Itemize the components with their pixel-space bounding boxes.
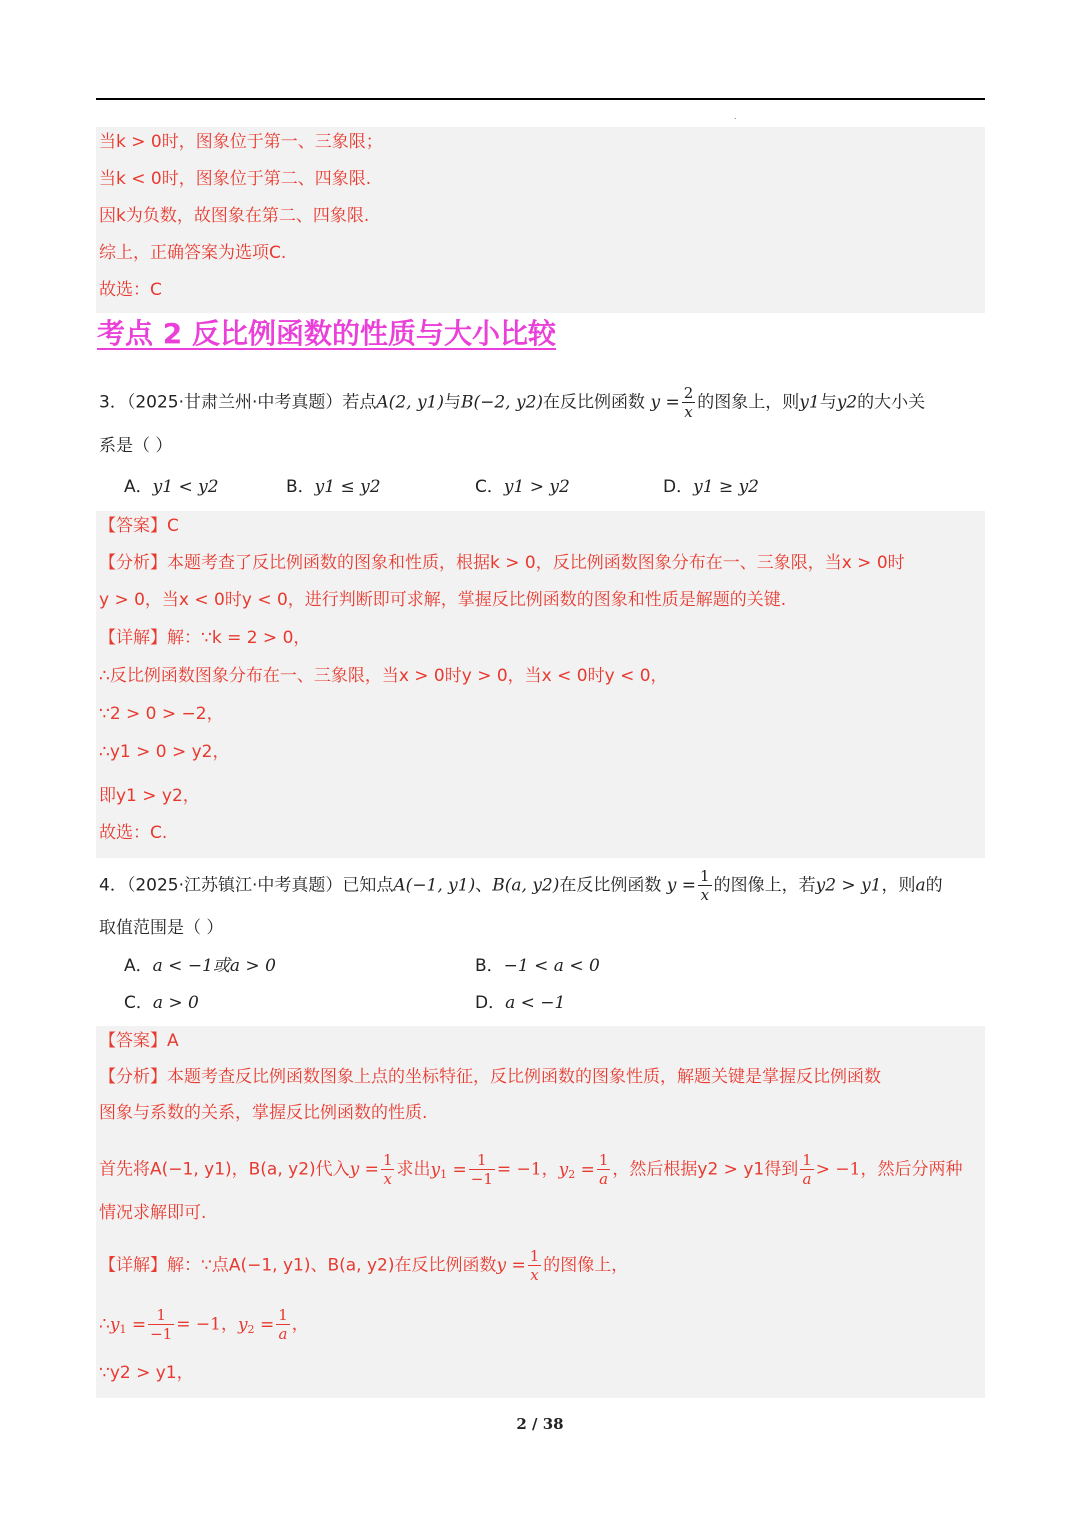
- q3-option-b[interactable]: [286, 475, 381, 499]
- q4-func-lhs: y =: [666, 875, 697, 896]
- method-text-c: ，然后根据y2 > y1得到: [612, 1159, 799, 1180]
- q3-detail-2: ∴反比例函数图象分布在一、三象限，当x > 0时y > 0，当x < 0时y < 0，: [99, 666, 668, 686]
- q4-var: a: [915, 875, 926, 896]
- option-label: D．: [475, 993, 506, 1013]
- option-label: A．: [124, 956, 153, 976]
- section-heading: 考点 2 反比例函数的性质与大小比较: [97, 317, 556, 350]
- q4-method-line-2: 情况求解即可.: [99, 1203, 207, 1223]
- q3-number: 3．: [99, 392, 127, 413]
- q4-option-d[interactable]: [475, 991, 565, 1015]
- q4-line-1: [99, 867, 943, 904]
- q4-condition: y2 > y1: [815, 875, 882, 896]
- detail-tag: 【详解】: [99, 628, 167, 648]
- q3-conj: 与: [444, 392, 461, 413]
- option-expr: a < −1或a > 0: [152, 956, 276, 976]
- q3-detail-1: [99, 626, 310, 650]
- q3-detail-3: ∵2 > 0 > −2，: [99, 704, 224, 724]
- q4-text: 已知点: [342, 875, 394, 896]
- q4-sep: 、: [475, 875, 493, 896]
- q4-analysis-1: [99, 1065, 881, 1089]
- q3-y1: y1: [799, 392, 820, 413]
- prev-line-1: 当k > 0时，图象位于第一、三象限；: [99, 132, 383, 152]
- option-label: B．: [475, 956, 504, 976]
- option-expr: y1 ≤ y2: [314, 477, 381, 497]
- header-mark: .: [734, 112, 737, 121]
- q4-frac-num: 1: [700, 867, 710, 885]
- prev-line-3: 因k为负数，故图象在第二、四象限.: [99, 206, 370, 226]
- option-expr: a < −1: [505, 993, 566, 1013]
- q4-number: 4．: [99, 875, 127, 896]
- option-expr: a > 0: [152, 993, 199, 1013]
- detail-text: 解：∵点A(−1, y1)、B(a, y2)在反比例函数: [167, 1255, 497, 1276]
- q3-point-b: B(−2, y2): [461, 392, 544, 413]
- answer-tag: 【答案】: [99, 1031, 167, 1051]
- prev-line-4: 综上，正确答案为选项C.: [99, 243, 287, 263]
- option-label: B．: [286, 477, 315, 497]
- header-rule: [96, 98, 985, 100]
- q4-answer: [99, 1029, 179, 1053]
- q4-point-b: B(a, y2): [492, 875, 560, 896]
- option-label: C．: [124, 993, 153, 1013]
- q3-text-d: 的大小关: [857, 392, 926, 413]
- q3-text-b: 在反比例函数: [543, 392, 646, 413]
- option-label: D．: [663, 477, 694, 497]
- option-expr: y1 ≥ y2: [693, 477, 759, 497]
- prev-line-2: 当k < 0时，图象位于第二、四象限.: [99, 169, 372, 189]
- method-text-b: 求出: [396, 1159, 431, 1180]
- option-expr: y1 < y2: [152, 477, 219, 497]
- q3-detail-6: 故选：C.: [99, 823, 168, 843]
- q4-analysis-2: 图象与系数的关系，掌握反比例函数的性质.: [99, 1103, 428, 1123]
- q3-fraction: [682, 384, 696, 421]
- detail-text-end: 的图像上，: [543, 1255, 629, 1276]
- q4-text-e: 的: [925, 875, 943, 896]
- detail-text: 解：∵k = 2 > 0，: [167, 628, 311, 648]
- q4-option-b[interactable]: [475, 954, 600, 978]
- option-expr: y1 > y2: [503, 477, 570, 497]
- q4-text-b: 在反比例函数: [559, 875, 662, 896]
- q4-detail-1: 【详解】解：∵点A(−1, y1)、B(a, y2)在反比例函数y = $\frac{1}{x}$ 的图像上，: [99, 1247, 629, 1284]
- analysis-text: 本题考查反比例函数图象上点的坐标特征，反比例函数的图象性质，解题关键是掌握反比例函数: [167, 1067, 881, 1087]
- q3-text: 若点: [342, 392, 377, 413]
- q4-detail-2: $\therefore y_1$ = $\frac{1}{-1}$ = −1，$y_2$ = $\frac{1}{a}$ ，: [99, 1306, 309, 1343]
- q3-line-2: 系是（ ）: [99, 436, 173, 456]
- q3-option-a[interactable]: [124, 475, 219, 499]
- option-label: C．: [475, 477, 504, 497]
- q4-frac-den: x: [698, 885, 712, 904]
- q3-source: （2025·甘肃兰州·中考真题）: [126, 392, 343, 413]
- q3-point-a: A(2, y1): [376, 392, 444, 413]
- q3-answer: [99, 514, 179, 538]
- method-text-d: ，然后分两种: [860, 1159, 963, 1180]
- q3-analysis-2: y > 0，当x < 0时y < 0，进行判断即可求解，掌握反比例函数的图象和性质是解题的关键.: [99, 590, 787, 610]
- answer-value: A: [167, 1031, 179, 1051]
- method-text-a: 首先将A(−1, y1)，B(a, y2)代入: [99, 1159, 350, 1180]
- analysis-tag: 【分析】: [99, 1067, 167, 1087]
- q4-detail-3: ∵y2 > y1，: [99, 1363, 194, 1383]
- analysis-tag: 【分析】: [99, 553, 167, 573]
- analysis-text: 本题考查了反比例函数的图象和性质，根据k > 0，反比例函数图象分布在一、三象限，当x > 0时: [167, 553, 905, 573]
- option-label: A．: [124, 477, 153, 497]
- q3-line-1: [99, 384, 925, 421]
- answer-value: C: [167, 516, 179, 536]
- q3-analysis-1: [99, 551, 905, 575]
- option-expr: −1 < a < 0: [503, 956, 600, 976]
- q4-point-a: A(−1, y1): [393, 875, 476, 896]
- q3-detail-5: 即y1 > y2，: [99, 786, 200, 806]
- q3-func-lhs: y =: [650, 392, 680, 413]
- q4-text-d: ，则: [881, 875, 916, 896]
- q3-option-c[interactable]: [475, 475, 570, 499]
- prev-line-5: 故选：C: [99, 280, 162, 300]
- q3-conj2: 与: [819, 392, 837, 413]
- detail-tag: 【详解】: [99, 1255, 167, 1276]
- q4-source: （2025·江苏镇江·中考真题）: [126, 875, 343, 896]
- q3-option-d[interactable]: [663, 475, 759, 499]
- q3-frac-den: x: [682, 402, 696, 421]
- page-number: 2 / 38: [516, 1415, 564, 1433]
- q4-line-2: 取值范围是（ ）: [99, 918, 224, 938]
- q4-option-a[interactable]: [124, 954, 276, 978]
- q3-text-c: 的图象上，则: [697, 392, 800, 413]
- answer-tag: 【答案】: [99, 516, 167, 536]
- q4-method-line: 首先将A(−1, y1)，B(a, y2)代入y = $\frac{1}{x}$ 求出$y_1$ = $\frac{1}{-1}$ = −1，$y_2$ = $\frac{1}{a}$ ，然后根据y2 > y1得到 $\frac{1}{a}$ > −1，然后分两种: [99, 1151, 963, 1188]
- q3-y2: y2: [836, 392, 858, 413]
- q3-detail-4: ∴y1 > 0 > y2，: [99, 742, 230, 762]
- q4-option-c[interactable]: [124, 991, 199, 1015]
- q3-frac-num: 2: [683, 384, 694, 402]
- q4-fraction: [698, 867, 712, 904]
- q4-text-c: 的图像上，若: [713, 875, 816, 896]
